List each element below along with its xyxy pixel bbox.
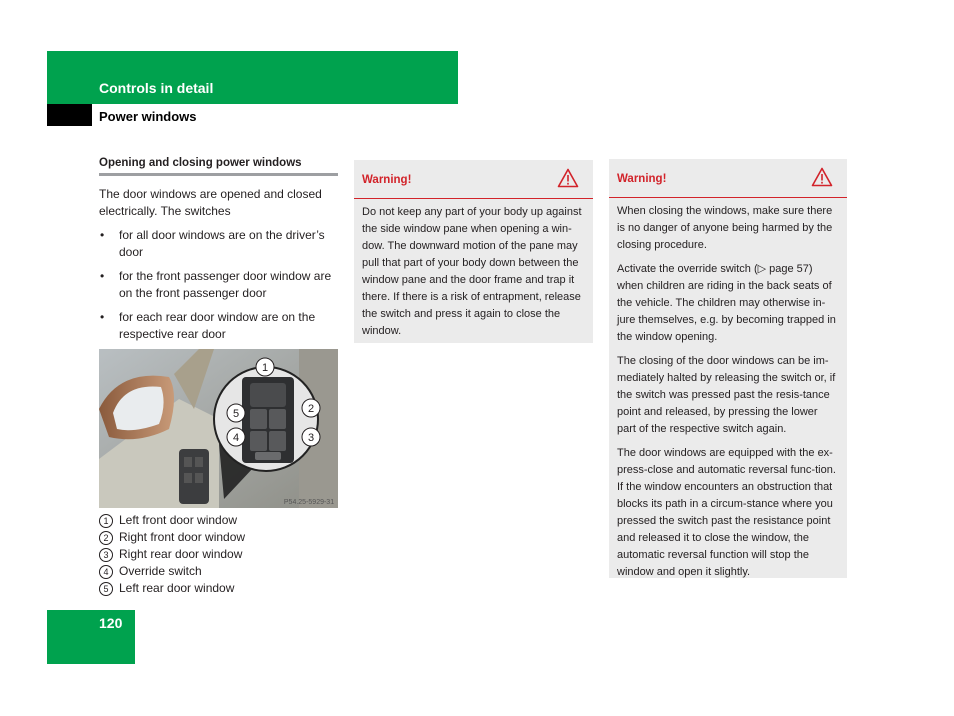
warning-text: The door windows are equipped with the ex-press-close and automatic reversal func-tion. If the window encounters an obstruction that blocks its path in a circum-stance where you pressed the switch past the resistance point and released it to close the window, the automatic reversal function will stop the window and open it slightly. xyxy=(617,447,836,578)
header-band xyxy=(47,51,458,104)
svg-text:2: 2 xyxy=(307,403,315,415)
warning-title: Warning! xyxy=(617,173,667,185)
legend-item: 4 Override switch xyxy=(99,563,245,580)
legend-item: 5 Left rear door window xyxy=(99,580,245,597)
callout-2 xyxy=(302,399,320,417)
figure-legend xyxy=(99,512,245,597)
svg-text:5: 5 xyxy=(232,408,240,420)
list-item: • for the front passenger door window are on the front passenger door xyxy=(100,269,332,300)
section-heading: Opening and closing power windows xyxy=(99,157,302,169)
warning-box-closing xyxy=(609,159,847,578)
warning-header xyxy=(354,160,593,199)
legend-item: 3 Right rear door window xyxy=(99,546,245,563)
page-number: 120 xyxy=(99,615,123,631)
warning-text: The closing of the door windows can be im-mediately halted by releasing the switch or, if the switch was pressed past the resis-tance point and released, by pressing the lower part of the respective switch again. xyxy=(617,355,836,435)
svg-text:4: 4 xyxy=(232,432,240,444)
warning-triangle-icon xyxy=(557,168,579,194)
legend-item: 1 Left front door window xyxy=(99,512,245,529)
warning-header xyxy=(609,159,847,198)
callout-1 xyxy=(256,358,274,376)
header-marker xyxy=(47,104,92,126)
legend-item: 2 Right front door window xyxy=(99,529,245,546)
figure-code: P54.25-5929-31 xyxy=(283,499,335,506)
callout-3 xyxy=(302,428,320,446)
warning-triangle-icon xyxy=(811,167,833,193)
warning-text: When closing the windows, make sure there is no danger of anyone being harmed by the closing procedure. xyxy=(617,205,833,251)
warning-title: Warning! xyxy=(362,174,412,186)
warning-text: Activate the override switch (▷ page 57) when children are riding in the back seats of the vehicle. The children may otherwise in-jure themselves, e.g. by becoming trapped in the window opening. xyxy=(617,263,836,343)
svg-text:3: 3 xyxy=(307,432,315,444)
intro-text: The door windows are opened and closed electrically. The switches xyxy=(99,187,322,218)
svg-text:1: 1 xyxy=(261,362,269,374)
window-switch-photo xyxy=(99,349,338,508)
section-rule xyxy=(99,173,338,176)
chapter-title: Controls in detail xyxy=(99,80,214,96)
section-subtitle: Power windows xyxy=(99,109,197,124)
callout-5 xyxy=(227,404,245,422)
switch-location-list xyxy=(99,227,341,350)
warning-box-entrapment xyxy=(354,160,593,343)
callout-4 xyxy=(227,428,245,446)
list-item: • for all door windows are on the driver’s door xyxy=(100,228,325,259)
list-item: • for each rear door window are on the respective rear door xyxy=(100,310,316,341)
warning-text: Do not keep any part of your body up against the side window pane when opening a win-dow. The downward motion of the pane may pull that part of your body down between the window pane and the door frame and trap it there. If there is a risk of entrapment, release the switch and press it again to close the window. xyxy=(362,206,582,337)
